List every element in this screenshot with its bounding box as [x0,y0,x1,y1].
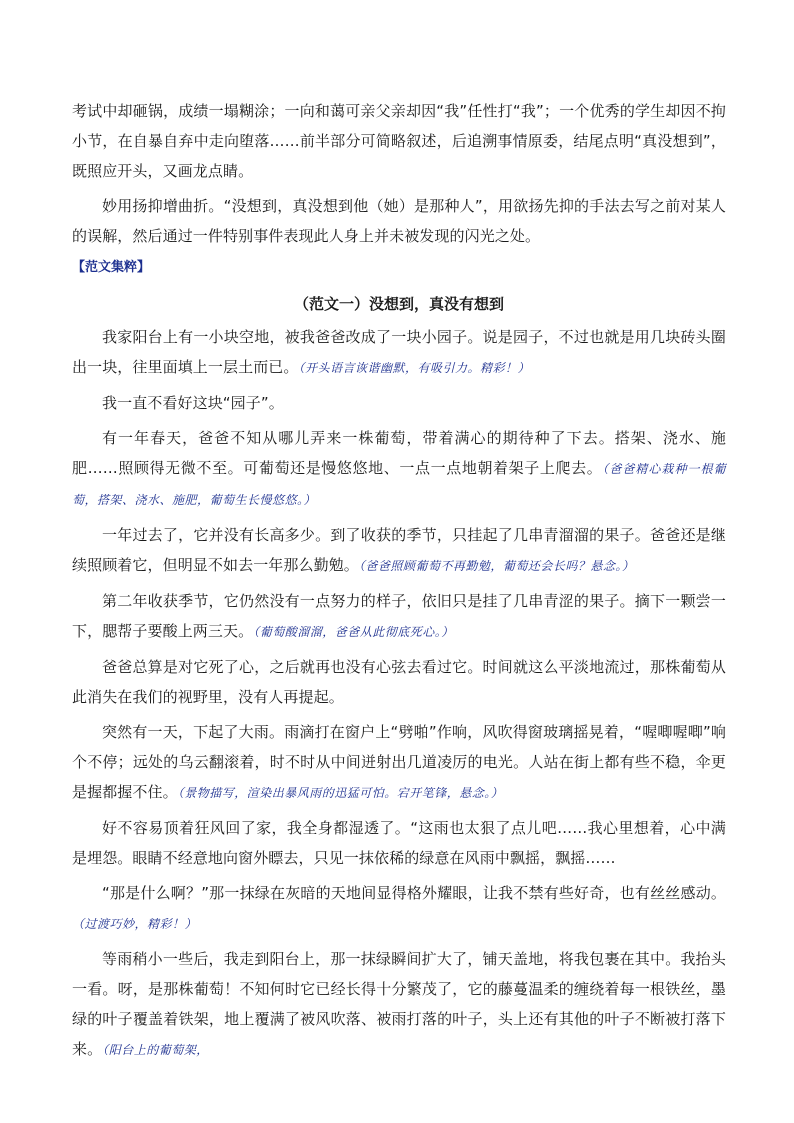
essay-title: （范文一）没想到，真没有想到 [293,295,504,313]
essay-paragraph [72,813,726,873]
intro-paragraph-2: 妙用扬抑增曲折。“没想到，真没想到他（她）是那种人”，用欲扬先抑的手法去写之前对某人的误解，然后通过一件特别事件表现此人身上并未被发现的闪光之处。 [72,197,726,245]
essay-paragraph [72,388,726,418]
paragraph-text: 等雨稍小一些后，我走到阳台上，那一抹绿瞬间扩大了，铺天盖地，将我包裹在其中。我抬头一看。呀，是那株葡萄！不知何时它已经长得十分繁茂了，它的藤蔓温柔的缠绕着每一根铁丝，墨绿的叶子覆盖着铁架，地上覆满了被风吹落、被雨打落的叶子，头上还有其他的叶子不断被打落下来。 [72,950,726,1058]
essay-paragraph [72,652,726,712]
document-content [72,96,726,1065]
annotation-note: （景物描写，渲染出暴风雨的迅猛可怕。宕开笔锋，悬念。） [177,786,504,800]
essay-paragraph [72,878,726,939]
essay-paragraph [72,520,726,581]
essay-paragraph [72,322,726,383]
section-label: 【范文集粹】 [72,260,151,275]
annotation-note: （过渡巧妙，精彩！） [72,917,198,931]
paragraph-text: 突然有一天，下起了大雨。雨滴打在窗户上“劈啪”作响，风吹得窗玻璃摇晃着，“喔唧喔唧”响个不停；远处的乌云翻滚着，时不时从中间迸射出几道凌厉的电光。人站在街上都有些不稳，伞更是握都握不住。 [72,723,726,801]
essay-paragraph [72,944,726,1065]
annotation-note: （开头语言诙谐幽默，有吸引力。精彩！） [298,361,531,375]
paragraph-text: 我家阳台上有一小块空地，被我爸爸改成了一块小园子。说是园子，不过也就是用几块砖头圈出一块，往里面填上一层土而已。 [72,328,726,376]
paragraph-text: 一年过去了，它并没有长高多少。到了收获的季节，只挂起了几串青溜溜的果子。爸爸还是继续照顾着它，但明显不如去一年那么勤勉。 [72,526,726,574]
paragraph-text: 爸爸总算是对它死了心，之后就再也没有心弦去看过它。时间就这么平淡地流过，那株葡萄从此消失在我们的视野里，没有人再提起。 [72,658,726,706]
paragraph-text: “那是什么啊？”那一抹绿在灰暗的天地间显得格外耀眼，让我不禁有些好奇，也有丝丝感动。 [102,884,726,902]
essay-paragraph [72,423,726,515]
annotation-note: （阳台上的葡萄架， [102,1043,209,1057]
paragraph-text: 我一直不看好这块“园子”。 [102,394,284,412]
annotation-note: （爸爸精心栽种一根葡萄，搭架、浇水、施肥，葡萄生长慢悠悠。） [72,462,726,507]
paragraph-text: 第二年收获季节，它仍然没有一点努力的样子，依旧只是挂了几串青涩的果子。摘下一颗尝一下，腮帮子要酸上两三天。 [72,592,726,640]
annotation-note: （爸爸照顾葡萄不再勤勉，葡萄还会长吗？悬念。） [358,559,635,573]
essay-paragraph [72,717,726,808]
paragraph-text: 有一年春天，爸爸不知从哪儿弄来一株葡萄，带着满心的期待种了下去。搭架、浇水、施肥……照顾得无微不至。可葡萄还是慢悠悠地、一点一点地朝着架子上爬去。 [72,429,726,477]
intro-paragraph-1: 考试中却砸锅，成绩一塌糊涂；一向和蔼可亲父亲却因“我”任性打“我”；一个优秀的学生却因不拘小节，在自暴自弃中走向堕落……前半部分可简略叙述，后追溯事情原委，结尾点明“真没想到”，既照应开头，又画龙点睛。 [72,102,726,180]
annotation-note: （葡萄酸溜溜，爸爸从此彻底死心。） [253,625,454,639]
paragraph-text: 好不容易顶着狂风回了家，我全身都湿透了。“这雨也太狠了点儿吧……我心里想着，心中满是埋怨。眼睛不经意地向窗外瞟去，只见一抹依稀的绿意在风雨中飘摇，飘摇…… [72,819,726,867]
essay-paragraph [72,586,726,647]
